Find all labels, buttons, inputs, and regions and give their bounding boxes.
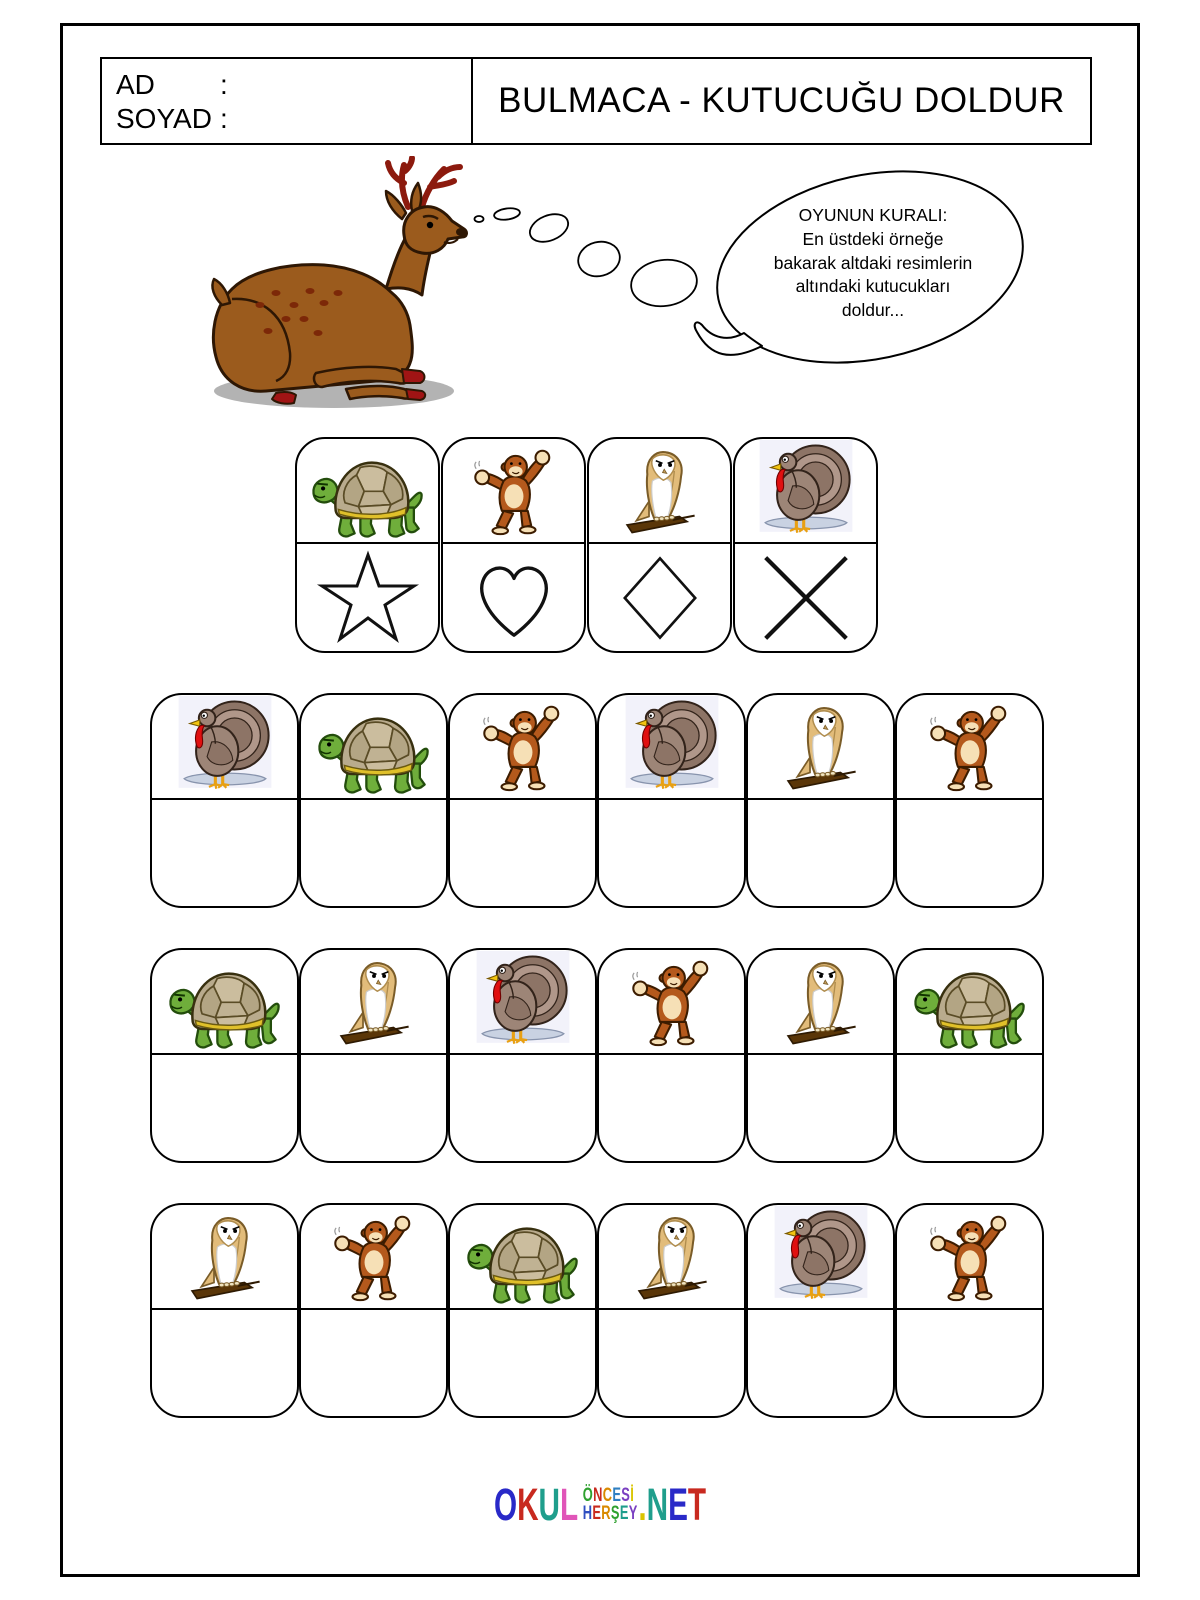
owl-icon	[187, 1209, 263, 1307]
logo-letter: L	[559, 1479, 579, 1531]
bubble-line-4: altındaki kutucukları	[795, 276, 951, 297]
turkey-icon	[756, 440, 856, 541]
answer-box[interactable]	[152, 1055, 297, 1161]
turtle-icon	[308, 455, 428, 541]
answer-box[interactable]	[748, 800, 893, 906]
owl-image	[301, 950, 446, 1055]
logo-letter: Y	[628, 1502, 638, 1525]
answer-box[interactable]	[450, 1055, 595, 1161]
key-card-turtle	[295, 437, 440, 653]
logo-okul	[493, 1479, 579, 1531]
header	[100, 57, 1092, 145]
logo-letter: E	[668, 1479, 688, 1531]
turkey-image	[735, 439, 876, 544]
puzzle-card-monkey	[448, 693, 597, 908]
logo-letter: N	[646, 1479, 669, 1531]
page-title: BULMACA - KUTUCUĞU DOLDUR	[498, 81, 1065, 120]
puzzle-row-2	[150, 948, 1044, 1163]
logo-net	[638, 1479, 707, 1531]
answer-box[interactable]	[599, 1055, 744, 1161]
puzzle-card-turkey	[448, 948, 597, 1163]
puzzle-card-turtle	[895, 948, 1044, 1163]
key-card-turkey	[733, 437, 878, 653]
logo-letter: T	[687, 1479, 707, 1531]
monkey-icon	[927, 699, 1013, 797]
puzzle-card-turkey	[150, 693, 299, 908]
turkey-image	[450, 950, 595, 1055]
owl-icon	[622, 443, 698, 541]
monkey-image	[450, 695, 595, 800]
puzzle-card-monkey	[895, 693, 1044, 908]
owl-icon	[783, 699, 859, 797]
soyad-label: SOYAD	[116, 103, 212, 135]
shape-cell-diamond	[589, 544, 730, 651]
turkey-icon	[473, 951, 573, 1052]
answer-box[interactable]	[599, 800, 744, 906]
turtle-icon	[165, 966, 285, 1052]
monkey-icon	[331, 1209, 417, 1307]
logo-letter: .	[638, 1479, 647, 1531]
answer-box[interactable]	[748, 1310, 893, 1416]
puzzle-card-turtle	[299, 693, 448, 908]
game-rule-text	[752, 204, 994, 323]
puzzle-card-turtle	[448, 1203, 597, 1418]
puzzle-card-turtle	[150, 948, 299, 1163]
owl-image	[589, 439, 730, 544]
turtle-icon	[910, 966, 1030, 1052]
owl-image	[748, 695, 893, 800]
logo-letter: İ	[630, 1484, 635, 1506]
heart-shape-icon	[463, 549, 565, 647]
monkey-image	[301, 1205, 446, 1310]
ad-row	[116, 68, 471, 102]
logo-middle-stack	[582, 1484, 638, 1525]
shape-cell-star	[297, 544, 438, 651]
turkey-icon	[622, 696, 722, 797]
name-fields	[102, 59, 473, 143]
answer-box[interactable]	[301, 800, 446, 906]
logo-letter: E	[592, 1502, 602, 1525]
soyad-row	[116, 102, 471, 136]
puzzle-card-monkey	[895, 1203, 1044, 1418]
cross-shape-icon	[747, 550, 865, 646]
turtle-image	[297, 439, 438, 544]
monkey-image	[897, 1205, 1042, 1310]
logo-letter: U	[538, 1479, 560, 1531]
logo-letter: N	[593, 1484, 603, 1506]
logo-letter: E	[612, 1484, 622, 1506]
puzzle-card-monkey	[597, 948, 746, 1163]
star-shape-icon	[312, 548, 424, 648]
puzzle-card-turkey	[746, 1203, 895, 1418]
puzzle-card-owl	[597, 1203, 746, 1418]
owl-icon	[634, 1209, 710, 1307]
monkey-icon	[480, 699, 566, 797]
owl-icon	[336, 954, 412, 1052]
answer-box[interactable]	[301, 1055, 446, 1161]
key-card-monkey	[441, 437, 586, 653]
turkey-icon	[175, 696, 275, 797]
turtle-icon	[314, 711, 434, 797]
answer-box[interactable]	[450, 1310, 595, 1416]
logo-letter: Ş	[610, 1502, 620, 1525]
turtle-image	[152, 950, 297, 1055]
bubble-line-2: En üstdeki örneğe	[802, 228, 944, 249]
puzzle-row-3	[150, 1203, 1044, 1418]
answer-box[interactable]	[748, 1055, 893, 1161]
shape-cell-heart	[443, 544, 584, 651]
logo-letter: S	[621, 1484, 631, 1506]
answer-box[interactable]	[897, 1310, 1042, 1416]
monkey-icon	[927, 1209, 1013, 1307]
turtle-image	[301, 695, 446, 800]
key-grid	[295, 437, 878, 653]
bubble-line-3: bakarak altdaki resimlerin	[773, 252, 973, 273]
ad-colon: :	[220, 69, 228, 100]
bubble-line-5: doldur...	[841, 300, 905, 321]
owl-icon	[783, 954, 859, 1052]
monkey-image	[443, 439, 584, 544]
monkey-image	[897, 695, 1042, 800]
answer-box[interactable]	[599, 1310, 744, 1416]
turtle-icon	[463, 1221, 583, 1307]
owl-image	[748, 950, 893, 1055]
site-logo	[493, 1479, 707, 1531]
logo-letter: H	[582, 1502, 593, 1525]
puzzle-card-turkey	[597, 693, 746, 908]
puzzle-card-owl	[746, 693, 895, 908]
turkey-image	[152, 695, 297, 800]
owl-image	[599, 1205, 744, 1310]
ad-label: AD	[116, 69, 155, 100]
monkey-image	[599, 950, 744, 1055]
key-card-owl	[587, 437, 732, 653]
puzzle-row-1	[150, 693, 1044, 908]
puzzle-card-owl	[746, 948, 895, 1163]
turkey-icon	[771, 1206, 871, 1307]
monkey-icon	[471, 443, 557, 541]
logo-letter: E	[619, 1502, 629, 1525]
logo-letter: C	[602, 1484, 613, 1506]
soyad-colon: :	[220, 103, 228, 135]
puzzle-card-owl	[299, 948, 448, 1163]
turtle-image	[897, 950, 1042, 1055]
puzzle-card-owl	[150, 1203, 299, 1418]
logo-letter: R	[601, 1502, 611, 1525]
owl-image	[152, 1205, 297, 1310]
answer-box[interactable]	[897, 800, 1042, 906]
monkey-icon	[629, 954, 715, 1052]
puzzle-card-monkey	[299, 1203, 448, 1418]
answer-box[interactable]	[152, 800, 297, 906]
answer-box[interactable]	[450, 800, 595, 906]
turkey-image	[599, 695, 744, 800]
logo-letter: K	[517, 1479, 539, 1531]
turkey-image	[748, 1205, 893, 1310]
diamond-shape-icon	[616, 548, 704, 648]
bubble-line-1: OYUNUN KURALI:	[798, 205, 948, 225]
turtle-image	[450, 1205, 595, 1310]
shape-cell-cross	[735, 544, 876, 651]
logo-letter: Ö	[582, 1484, 594, 1506]
answer-box[interactable]	[152, 1310, 297, 1416]
answer-box[interactable]	[301, 1310, 446, 1416]
answer-box[interactable]	[897, 1055, 1042, 1161]
logo-hersey	[582, 1502, 638, 1525]
logo-letter: O	[493, 1479, 518, 1531]
